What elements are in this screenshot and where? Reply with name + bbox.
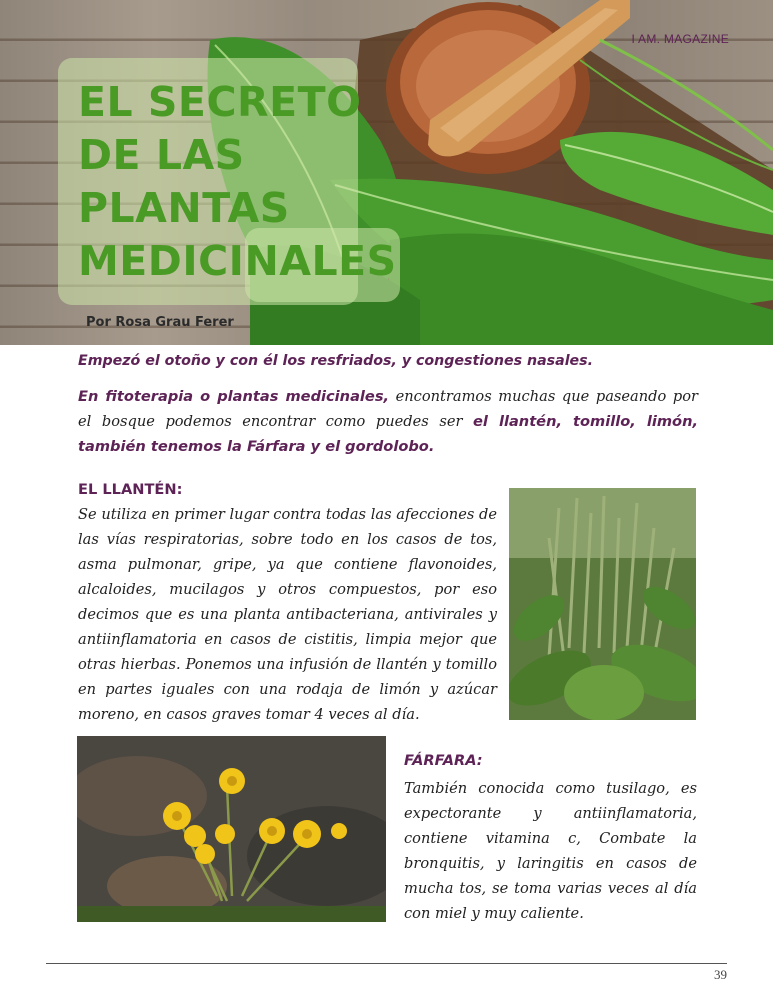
magazine-name: I AM. MAGAZINE	[631, 32, 729, 46]
author-byline: Por Rosa Grau Ferer	[86, 315, 234, 330]
section-body-farfara: También conocida como tusilago, es expectorante y antiinflamatoria, contiene vitamina c, Combate la bronquitis, y laringitis en casos de mucha tos, se toma varias veces al día con miel y muy caliente.	[404, 780, 697, 922]
plantain-photo	[509, 488, 696, 720]
section-heading-llanten: EL LLANTÉN:	[78, 481, 183, 498]
hero-image	[0, 0, 773, 345]
title-line: MEDICINALES	[78, 237, 397, 285]
intro-paragraph	[78, 384, 698, 459]
intro-lead: Empezó el otoño y con él los resfriados, y congestiones nasales.	[78, 353, 594, 369]
section-heading-farfara: FÁRFARA:	[404, 752, 483, 769]
title-line: PLANTAS	[78, 184, 290, 232]
intro-text: encontramos muchas que paseando por el bosque podemos encontrar como puedes ser	[78, 388, 698, 430]
intro-emphasis: En fitoterapia o plantas medicinales,	[78, 388, 390, 405]
title-line: DE LAS	[78, 131, 245, 179]
page-number: 39	[714, 967, 727, 982]
intro-plant-list: el llantén, tomillo, limón, también tenemos la Fárfara y el gordolobo.	[78, 413, 699, 455]
section-body-llanten: Se utiliza en primer lugar contra todas las afecciones de las vías respiratorias, sobre todo en los casos de tos, asma pulmonar, gripe, ya que contiene flavonoides, alcaloides, mucilagos y otros compuestos, por eso decimos que es una planta antibacteriana, antivirales y antiinflamatoria en casos de cistitis, limpia mejor que otras hierbas. Ponemos una infusión de llantén y tomillo en partes iguales con una rodaja de limón y azúcar moreno, en casos graves tomar 4 veces al día.	[78, 506, 497, 723]
article-title	[78, 76, 418, 288]
title-line: EL SECRETO	[78, 78, 362, 126]
coltsfoot-photo	[77, 736, 386, 922]
footer-divider	[46, 963, 727, 964]
